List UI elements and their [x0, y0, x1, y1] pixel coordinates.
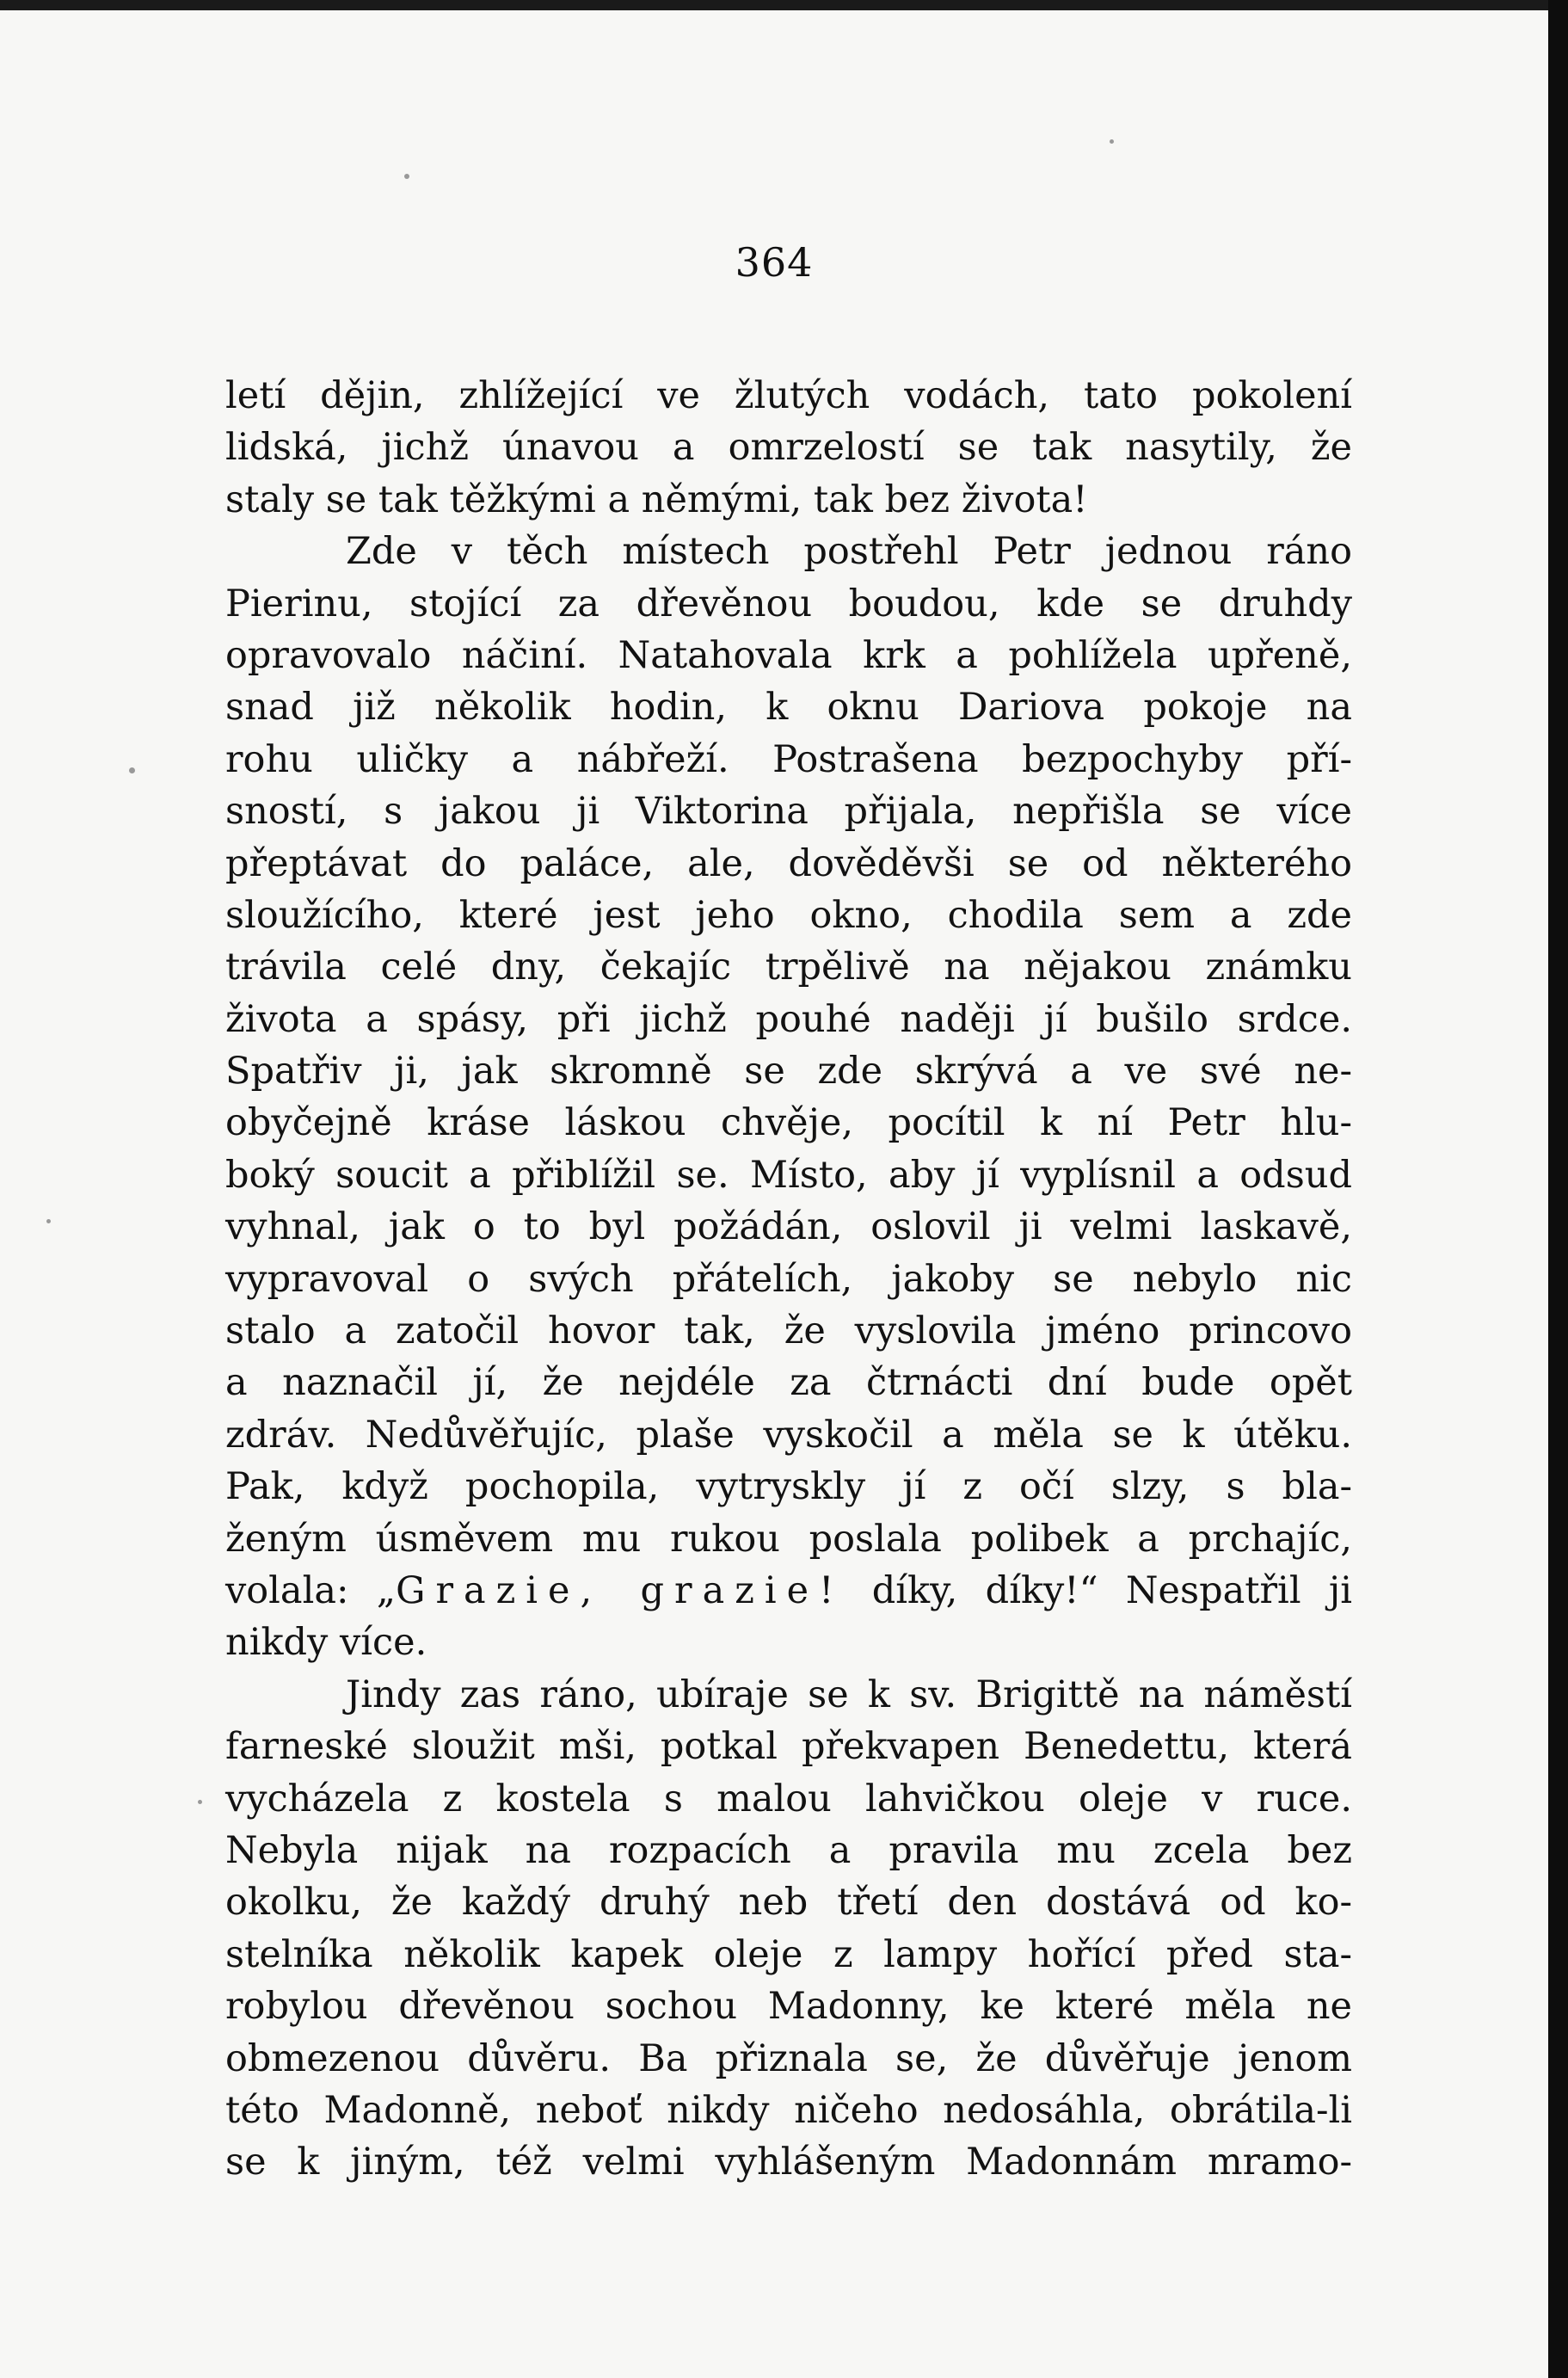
- text-line: Zde v těch místech postřehl Petr jednou ráno: [346, 530, 1352, 574]
- text-line: boký soucit a přiblížil se. Místo, aby jí vyplísnil a odsud: [225, 1153, 1352, 1197]
- text-line: sloužícího, které jest jeho okno, chodila sem a zde: [225, 893, 1352, 937]
- page-number: 364: [735, 239, 814, 286]
- scan-right-border: [1548, 0, 1568, 2378]
- text-line: trávila celé dny, čekajíc trpělivě na nějakou známku: [225, 946, 1352, 989]
- text-line: vyhnal, jak o to byl požádán, oslovil ji velmi laskavě,: [225, 1205, 1352, 1249]
- text-segment: volala: „: [225, 1568, 397, 1612]
- text-line: snad již několik hodin, k oknu Dariova pokoje na: [225, 686, 1352, 730]
- text-line: Spatřiv ji, jak skromně se zde skrývá a ve své ne-: [225, 1050, 1352, 1094]
- text-line-spaced: [225, 1565, 1352, 1617]
- paper-speck: [198, 1800, 202, 1804]
- spaced-emphasis: Grazie, grazie!: [396, 1568, 845, 1612]
- text-line: okolku, že každý druhý neb třetí den dostává od ko-: [225, 1881, 1352, 1925]
- paper-speck: [129, 767, 135, 773]
- text-line: opravovalo náčiní. Natahovala krk a pohlížela upřeně,: [225, 633, 1352, 677]
- paper-speck: [46, 1219, 51, 1223]
- text-line: zdráv. Nedůvěřujíc, plaše vyskočil a měla se k útěku.: [225, 1413, 1352, 1457]
- text-line: obmezenou důvěru. Ba přiznala se, že důvěřuje jenom: [225, 2036, 1352, 2080]
- scan-top-border: [0, 0, 1568, 10]
- text-line: života a spásy, při jichž pouhé naději jí bušilo srdce.: [225, 997, 1352, 1041]
- paper-speck: [1110, 139, 1114, 144]
- book-page: [0, 10, 1548, 2378]
- text-line: Nebyla nijak na rozpacích a pravila mu zcela bez: [225, 1828, 1352, 1872]
- text-line: sností, s jakou ji Viktorina přijala, nepřišla se více: [225, 790, 1352, 834]
- text-line: Pierinu, stojící za dřevěnou boudou, kde se druhdy: [225, 582, 1352, 625]
- text-line: nikdy více.: [225, 1621, 427, 1665]
- text-line: vycházela z kostela s malou lahvičkou oleje v ruce.: [225, 1777, 1352, 1820]
- text-line: ženým úsměvem mu rukou poslala polibek a prchajíc,: [225, 1517, 1352, 1561]
- text-line: stalo a zatočil hovor tak, že vyslovila jméno princovo: [225, 1309, 1352, 1353]
- paper-speck: [404, 174, 409, 179]
- text-line: obyčejně kráse láskou chvěje, pocítil k ní Petr hlu-: [225, 1101, 1352, 1145]
- text-line: rohu uličky a nábřeží. Postrašena bezpochyby pří-: [225, 737, 1352, 781]
- text-line: stelníka několik kapek oleje z lampy hořící před sta-: [225, 1932, 1352, 1976]
- text-segment: díky, díky!“ Nespatřil ji: [844, 1568, 1353, 1612]
- text-line: staly se tak těžkými a němými, tak bez života!: [225, 477, 1088, 521]
- text-line: a naznačil jí, že nejdéle za čtrnácti dní bude opět: [225, 1361, 1352, 1405]
- text-line: robylou dřevěnou sochou Madonny, ke které měla ne: [225, 1985, 1352, 2029]
- text-line: se k jiným, též velmi vyhlášeným Madonnám mramo-: [225, 2141, 1352, 2184]
- text-line: farneské sloužit mši, potkal překvapen Benedettu, která: [225, 1725, 1352, 1769]
- text-line: lidská, jichž únavou a omrzelostí se tak nasytily, že: [225, 426, 1352, 470]
- text-line: letí dějin, zhlížející ve žlutých vodách, tato pokolení: [225, 374, 1352, 417]
- text-line: Pak, když pochopila, vytryskly jí z očí slzy, s bla-: [225, 1465, 1352, 1509]
- text-line: přeptávat do paláce, ale, dověděvši se od některého: [225, 841, 1352, 885]
- text-line: této Madonně, neboť nikdy ničeho nedosáhla, obrátila-li: [225, 2088, 1352, 2132]
- text-line: Jindy zas ráno, ubíraje se k sv. Brigittě na náměstí: [346, 1673, 1352, 1716]
- body-text: [225, 370, 1352, 2189]
- text-line: vypravoval o svých přátelích, jakoby se nebylo nic: [225, 1257, 1352, 1301]
